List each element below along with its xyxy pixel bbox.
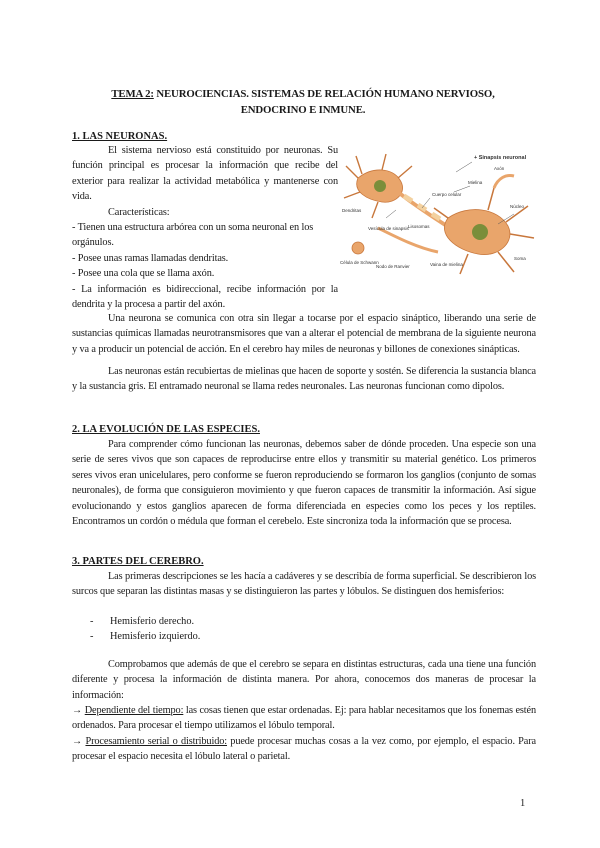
list-item: - Posee unas ramas llamadas dendritas. xyxy=(72,252,229,264)
label-axon: Axón xyxy=(494,166,505,171)
label-mielina: Mielina xyxy=(468,180,483,185)
list-item: - Posee una cola que se llama axón. xyxy=(72,268,215,280)
text-tiempo: las cosas tienen que estar ordenadas. Ej: para hablar necesitamos que los fonemas estén ordenados. Para procesar el tiempo utilizamos el lóbulo temporal. xyxy=(72,705,536,732)
label-nodo-ranvier: Nodo de Ranvier xyxy=(376,264,410,269)
list-item: - Tienen una estructura arbórea con un soma neuronal en los orgánulos. xyxy=(72,222,314,249)
neuron-figure xyxy=(338,148,538,278)
title-line2: ENDOCRINO E INMUNE. xyxy=(240,104,366,116)
caracteristicas-list xyxy=(72,220,338,312)
title-line1: NEUROCIENCIAS. SISTEMAS DE RELACIÓN HUMANO NERVIOSO, xyxy=(156,88,495,100)
label-sinapsis: + Sinapsis neuronal xyxy=(474,155,527,161)
section-heading-neuronas: 1. LAS NEURONAS. xyxy=(72,131,168,142)
term-tiempo: Dependiente del tiempo: xyxy=(84,705,184,716)
neuronas-intro: El sistema nervioso está constituido por neuronas. Su función principal es procesar la información que recibe del exterior para realizar la actividad metabólica y mantenerse con vida. xyxy=(72,145,338,203)
neuronas-paragraph-1: Una neurona se comunica con otra sin llegar a tocarse por el espacio sináptico, liberando una serie de sustancias químicas llamadas neurotransmisores que van a alterar el potencial de membrana de la siguiente neurona y va a producir un potencial de acción. En el cerebro hay miles de neuronas y billones de conexiones sinápticas. xyxy=(72,313,536,355)
section-heading-cerebro: 3. PARTES DEL CEREBRO. xyxy=(72,556,204,567)
hemisferio-list xyxy=(90,614,200,645)
cerebro-paragraph-1: Las primeras descripciones se les hacía a cadáveres y se describía de forma superficial. Se describieron los surcos que separan las distintas masas y se distinguieron las partes y lóbulos. Se distinguen dos hemisferios: xyxy=(72,571,536,598)
label-dendritas: Dendritas xyxy=(342,208,362,213)
page-title xyxy=(60,86,546,118)
label-nucleo: Núcleo xyxy=(510,204,525,209)
arrow-icon: → xyxy=(72,736,83,747)
title-label: TEMA 2: xyxy=(111,88,154,100)
list-item: - Hemisferio derecho. xyxy=(90,616,195,627)
neuronas-paragraph-2: Las neuronas están recubiertas de mielinas que hacen de soporte y sostén. Se diferencia la sustancia blanca y la sustancia gris. El entramado neuronal se llama redes neuronales. Las neuronas funcionan como dipolos. xyxy=(72,366,536,393)
neuron-diagram xyxy=(338,148,538,278)
text-serial: puede procesar muchas cosas a la vez como, por ejemplo, el espacio. Para procesar el espacio necesita el lóbulo lateral o parietal. xyxy=(72,736,536,763)
arrow-icon: → xyxy=(72,705,83,716)
label-vaina-mielina: Vaina de mielina xyxy=(430,262,463,267)
label-vesicula: Vesícula de sinapsis xyxy=(368,226,409,231)
caracteristicas-label: Características: xyxy=(108,207,170,218)
evolucion-paragraph: Para comprender cómo funcionan las neuronas, debemos saber de dónde proceden. Una especie son una serie de seres vivos que son capaces de reproducirse entre ellos y transmitir su material genético. Los primeros seres vivos eran unicelulares, pero conforme se fueron reproduciendo se formaron los ganglios (conjunto de somas neuronales), de forma que consiguieron movimiento y que fueron capaces de transmitir la información. Así sigue evolucionando y estos ganglios aparecen de forma diferenciada en especies como los peces y los reptiles. Encontramos un cordón o médula que forman el cerebelo. Este sincroniza toda la información que se procesa. xyxy=(72,439,536,528)
label-celula-schwann: Célula de Schwann xyxy=(340,260,379,265)
procesamiento-serial xyxy=(72,734,536,765)
list-item: - Hemisferio izquierdo. xyxy=(90,631,201,643)
procesamiento-tiempo xyxy=(72,703,536,734)
label-lisosomas: Lisosomas xyxy=(408,224,430,229)
cerebro-paragraph-2: Comprobamos que además de que el cerebro se separa en distintas estructuras, cada una tiene una función diferente y procesa la información de distinta manera. Por ahora, conocemos dos maneras de procesar la información: xyxy=(72,659,536,701)
list-item: - La información es bidireccional, recibe información por la dendrita y la procesa a partir del axón. xyxy=(72,283,338,311)
section-heading-evolucion: 2. LA EVOLUCIÓN DE LAS ESPECIES. xyxy=(72,424,260,435)
label-cuerpo-celular: Cuerpo celular xyxy=(432,192,462,197)
term-serial: Procesamiento serial o distribuido: xyxy=(85,736,228,747)
label-soma: Soma xyxy=(514,256,526,261)
page-number: 1 xyxy=(520,798,526,809)
